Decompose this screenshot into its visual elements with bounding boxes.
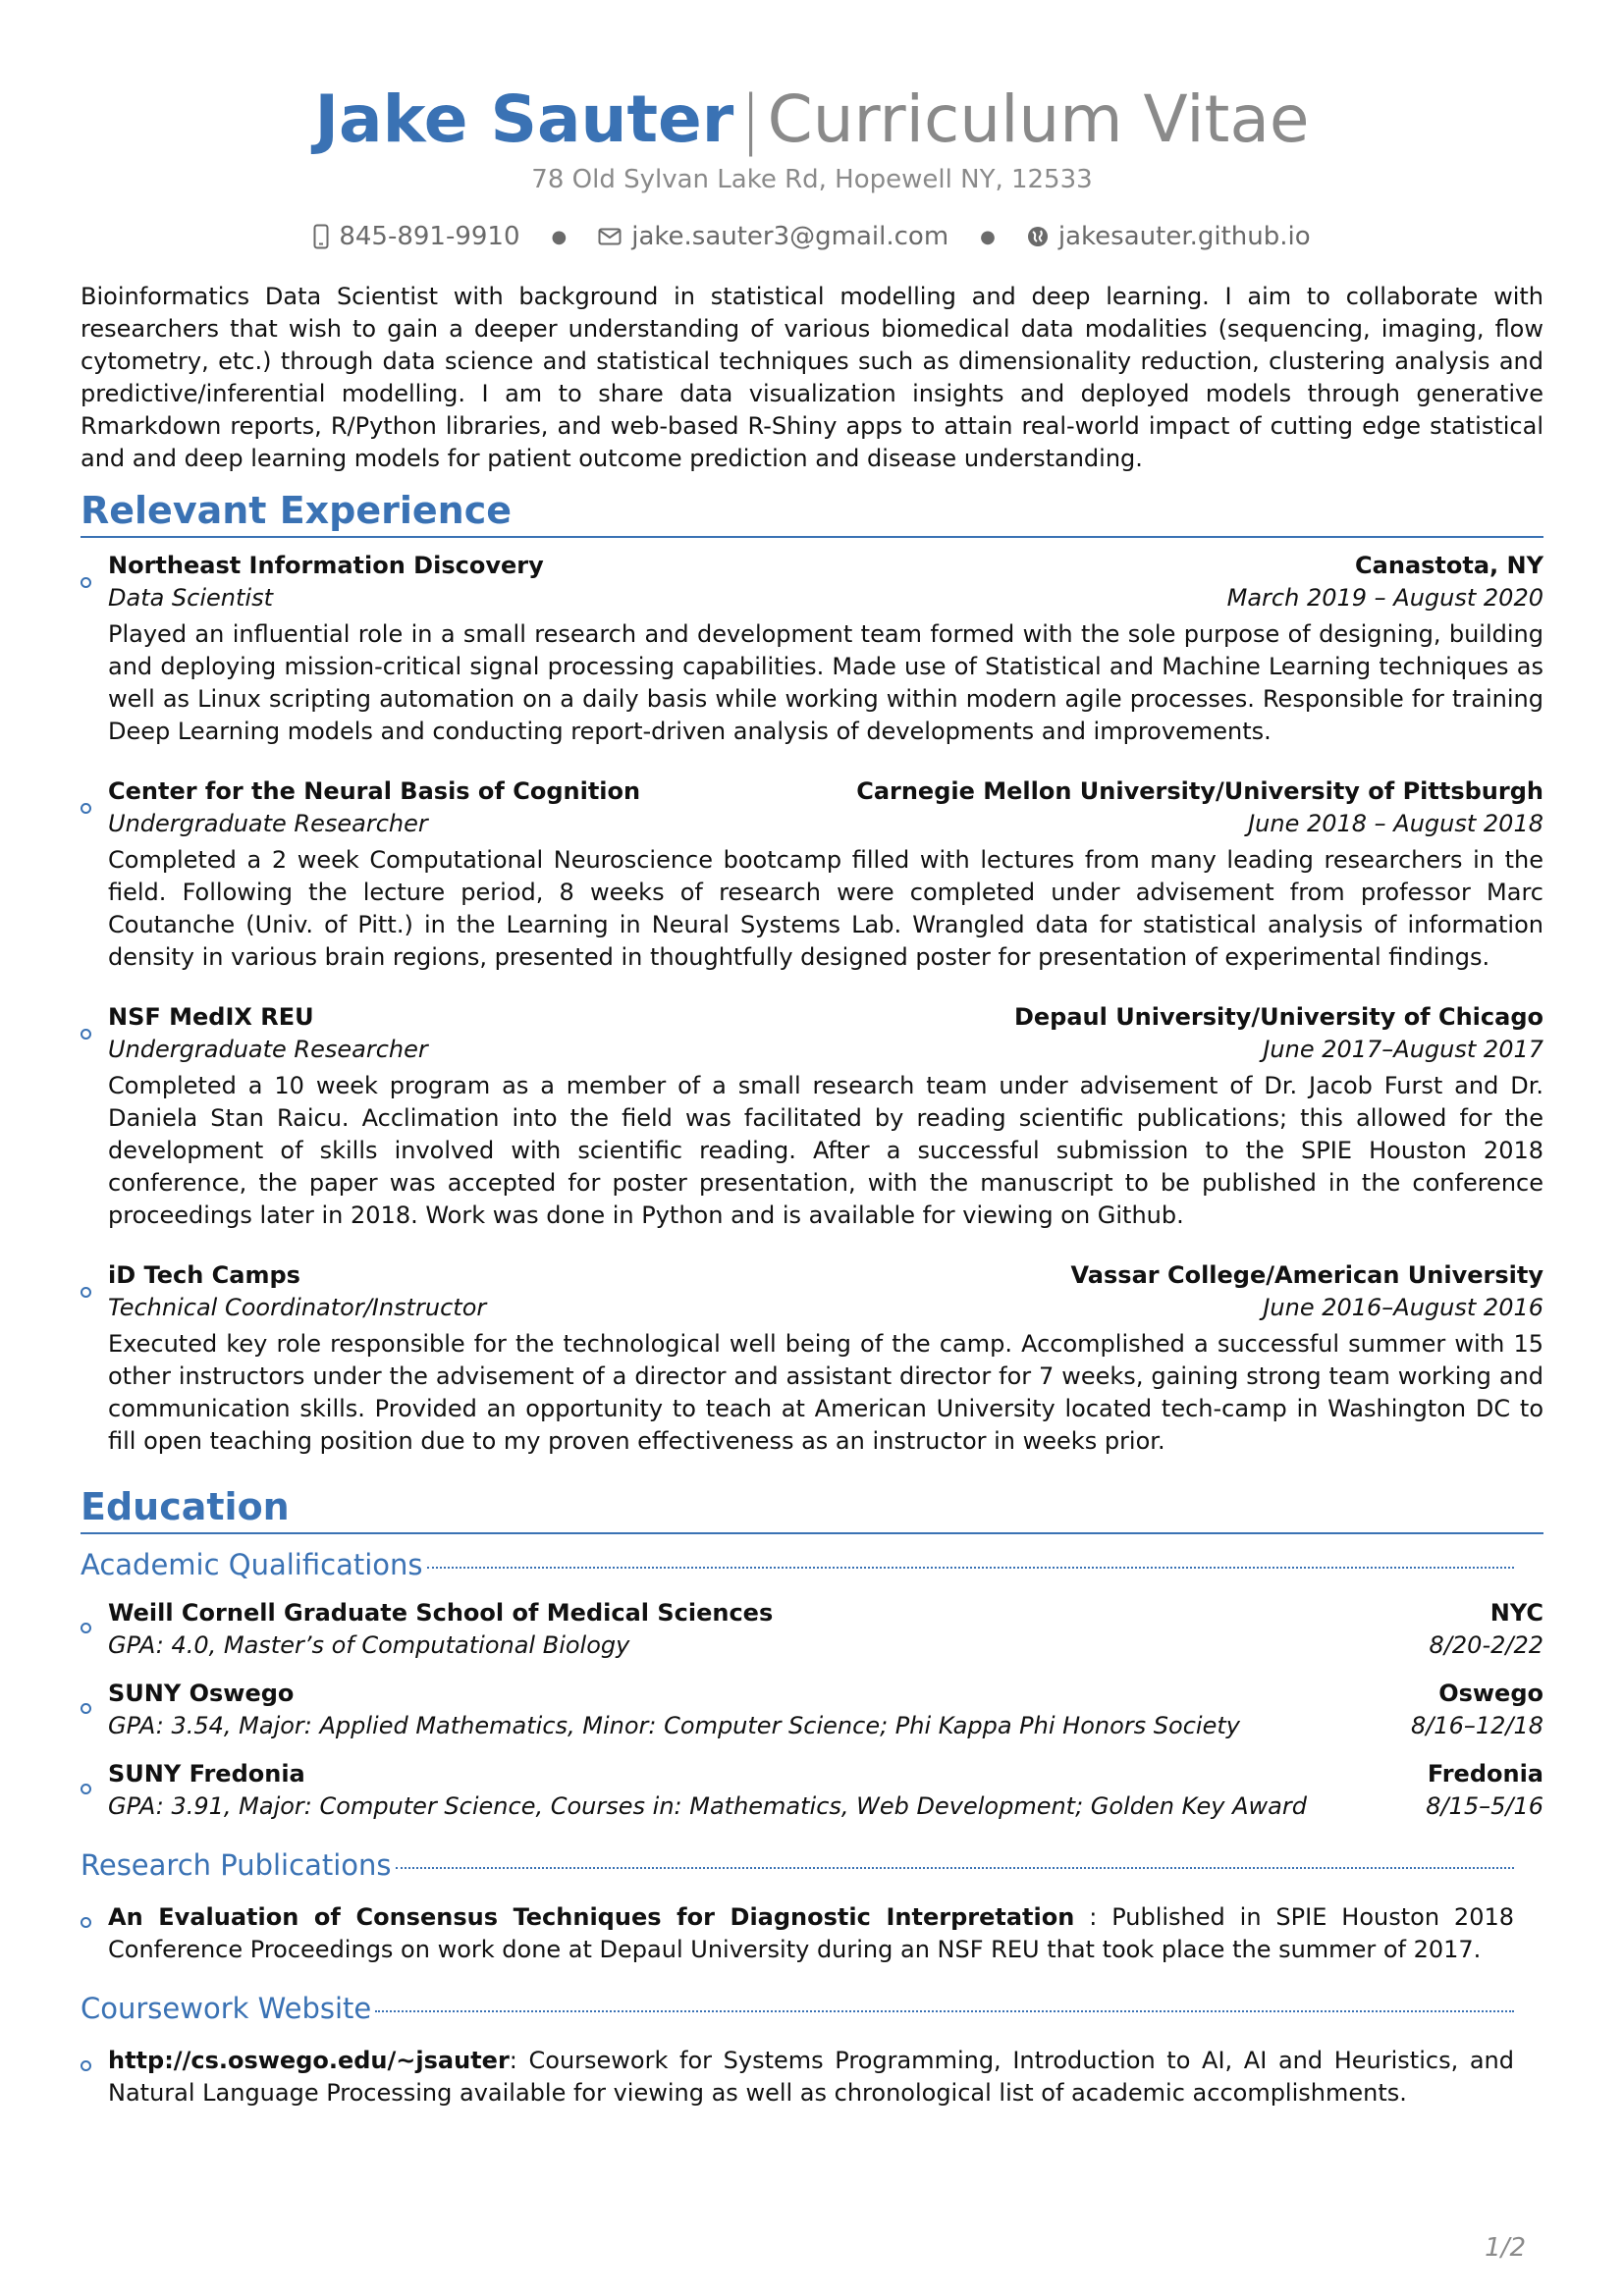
doc-title: Curriculum Vitae	[767, 81, 1310, 157]
entry-role: Technical Coordinator/Instructor	[108, 1294, 487, 1321]
publication-item	[81, 1901, 1543, 1966]
entry-description: Played an influential role in a small research and development team formed with the sole purpose of designing, building and deploying mission-critical signal processing capabilities. Made use of Statistical and Machine Learning techniques as well as Linux scripting automation on a daily basis while working within modern agile processes. Responsible for training Deep Learning models and conducting report-driven analysis of developments and improvements.	[108, 620, 1543, 745]
school-details: GPA: 4.0, Master’s of Computational Biology	[108, 1631, 630, 1659]
contact-divider: ●	[551, 226, 568, 247]
dotted-leader	[427, 1567, 1515, 1569]
cv-header	[81, 0, 1543, 251]
school-name: SUNY Fredonia	[108, 1760, 305, 1788]
entry-org: Center for the Neural Basis of Cognition	[108, 777, 641, 805]
school-dates: 8/20-2/22	[1429, 1631, 1543, 1659]
bullet-circle-icon	[81, 1623, 91, 1633]
entry-description: Executed key role responsible for the technological well being of the camp. Accomplished a successful summer with 15 other instructors under the advisement of a director and assistant director for 7 weeks, gaining strong team working and communication skills. Provided an opportunity to teach at American University located tech-camp in Washington DC to fill open teaching position due to my proven effectiveness as an instructor in weeks prior.	[108, 1330, 1543, 1455]
entry-org: NSF MedIX REU	[108, 1003, 314, 1031]
email-text: jake.sauter3@gmail.com	[631, 222, 949, 251]
subhead-label: Coursework Website	[81, 1992, 372, 2025]
subhead-label: Academic Qualifications	[81, 1548, 423, 1581]
contact-website[interactable]	[1027, 222, 1311, 251]
full-name: Jake Sauter	[314, 81, 734, 157]
address: 78 Old Sylvan Lake Rd, Hopewell NY, 12533	[531, 165, 1093, 194]
academic-list	[81, 1597, 1543, 1823]
coursework-sep: :	[509, 2047, 529, 2074]
bullet-circle-icon	[81, 1703, 91, 1714]
school-dates: 8/16–12/18	[1410, 1712, 1543, 1739]
school-dates: 8/15–5/16	[1426, 1792, 1543, 1820]
publication-title: An Evaluation of Consensus Techniques for Diagnostic Interpretation	[108, 1903, 1075, 1931]
entry-location: Depaul University/University of Chicago	[1013, 1003, 1543, 1031]
school-location: NYC	[1489, 1599, 1543, 1627]
entry-location: Canastota, NY	[1355, 552, 1543, 579]
subhead-coursework	[81, 1992, 1543, 2025]
entry-org: iD Tech Camps	[108, 1261, 300, 1289]
phone-icon	[313, 224, 329, 249]
entry-location: Vassar College/American University	[1070, 1261, 1543, 1289]
subhead-label: Research Publications	[81, 1848, 392, 1882]
bullet-circle-icon	[81, 803, 91, 814]
entry-dates: June 2018 – August 2018	[1248, 810, 1543, 837]
coursework-item	[81, 2045, 1543, 2109]
experience-entry	[81, 1001, 1543, 1232]
publication-sep: :	[1074, 1903, 1112, 1931]
phone-text: 845-891-9910	[339, 222, 520, 251]
education-entry	[81, 1758, 1543, 1823]
publication-text: Published in SPIE Houston 2018 Conference Proceedings on work done at Depaul University during an NSF REU that took place the summer of 2017.	[108, 1903, 1515, 1963]
entry-description: Completed a 10 week program as a member of a small research team under advisement of Dr. Jacob Furst and Dr. Daniela Stan Raicu. Acclimation into the field was facilitated by reading scientific publications; this allowed for the development of skills involved with scientific reading. After a successful submission to the SPIE Houston 2018 conference, the paper was accepted for poster presentation, with the manuscript to be published in the conference proceedings later in 2018. Work was done in Python and is available for viewing on Github.	[108, 1072, 1543, 1229]
globe-icon	[1027, 226, 1049, 247]
school-details: GPA: 3.91, Major: Computer Science, Courses in: Mathematics, Web Development; Golden Key Award	[108, 1792, 1307, 1820]
coursework-text: Coursework for Systems Programming, Introduction to AI, AI and Heuristics, and Natural Language Processing available for viewing as well as chronological list of academic accomplishments.	[108, 2047, 1514, 2107]
bullet-circle-icon	[81, 1287, 91, 1298]
dotted-leader	[396, 1867, 1515, 1869]
envelope-icon	[598, 228, 622, 245]
contact-phone[interactable]	[313, 222, 519, 251]
entry-location: Carnegie Mellon University/University of Pittsburgh	[856, 777, 1543, 805]
entry-dates: June 2017–August 2017	[1263, 1036, 1543, 1063]
entry-role: Undergraduate Researcher	[108, 1036, 428, 1063]
education-entry	[81, 1678, 1543, 1742]
entry-description: Completed a 2 week Computational Neuroscience bootcamp filled with lectures from many leading researchers in the field. Following the lecture period, 8 weeks of research were completed under advisement from professor Marc Coutanche (Univ. of Pitt.) in the Learning in Neural Systems Lab. Wrangled data for statistical analysis of information density in various brain regions, presented in thoughtfully designed poster for presentation of experimental findings.	[108, 846, 1543, 971]
school-details: GPA: 3.54, Major: Applied Mathematics, Minor: Computer Science; Phi Kappa Phi Honors Society	[108, 1712, 1240, 1739]
bullet-circle-icon	[81, 577, 91, 588]
experience-entry	[81, 775, 1543, 974]
page-number: 1/2	[1485, 2233, 1526, 2263]
bullet-circle-icon	[81, 2060, 91, 2071]
entry-role: Data Scientist	[108, 584, 273, 612]
experience-entry	[81, 1259, 1543, 1458]
contact-divider: ●	[980, 226, 996, 247]
name-line	[81, 80, 1543, 159]
experience-list	[81, 550, 1543, 1458]
education-entry	[81, 1597, 1543, 1662]
entry-dates: June 2016–August 2016	[1263, 1294, 1543, 1321]
school-location: Oswego	[1438, 1680, 1543, 1707]
school-location: Fredonia	[1427, 1760, 1543, 1788]
school-name: Weill Cornell Graduate School of Medical Sciences	[108, 1599, 774, 1627]
subhead-academic	[81, 1548, 1543, 1581]
entry-role: Undergraduate Researcher	[108, 810, 428, 837]
school-name: SUNY Oswego	[108, 1680, 295, 1707]
title-separator: |	[739, 81, 762, 157]
section-title-experience: Relevant Experience	[81, 489, 1543, 538]
bullet-circle-icon	[81, 1784, 91, 1794]
contact-bar	[81, 222, 1543, 251]
entry-dates: March 2019 – August 2020	[1226, 584, 1543, 612]
subhead-publications	[81, 1848, 1543, 1882]
experience-entry	[81, 550, 1543, 748]
contact-email[interactable]	[598, 222, 948, 251]
dotted-leader	[375, 2010, 1514, 2012]
website-text: jakesauter.github.io	[1057, 222, 1311, 251]
section-title-education: Education	[81, 1485, 1543, 1534]
entry-org: Northeast Information Discovery	[108, 552, 544, 579]
coursework-link[interactable]: http://cs.oswego.edu/~jsauter	[108, 2047, 510, 2074]
bullet-circle-icon	[81, 1917, 91, 1928]
summary-paragraph: Bioinformatics Data Scientist with background in statistical modelling and deep learning. I aim to collaborate with researchers that wish to gain a deeper understanding of various biomedical data modalities (sequencing, imaging, flow cytometry, etc.) through data science and statistical techniques such as dimensionality reduction, clustering analysis and predictive/inferential modelling. I am to share data visualization insights and deployed models through generative Rmarkdown reports, R/Python libraries, and web-based R-Shiny apps to attain real-world impact of cutting edge statistical and and deep learning models for patient outcome prediction and disease understanding.	[81, 283, 1543, 472]
bullet-circle-icon	[81, 1029, 91, 1040]
